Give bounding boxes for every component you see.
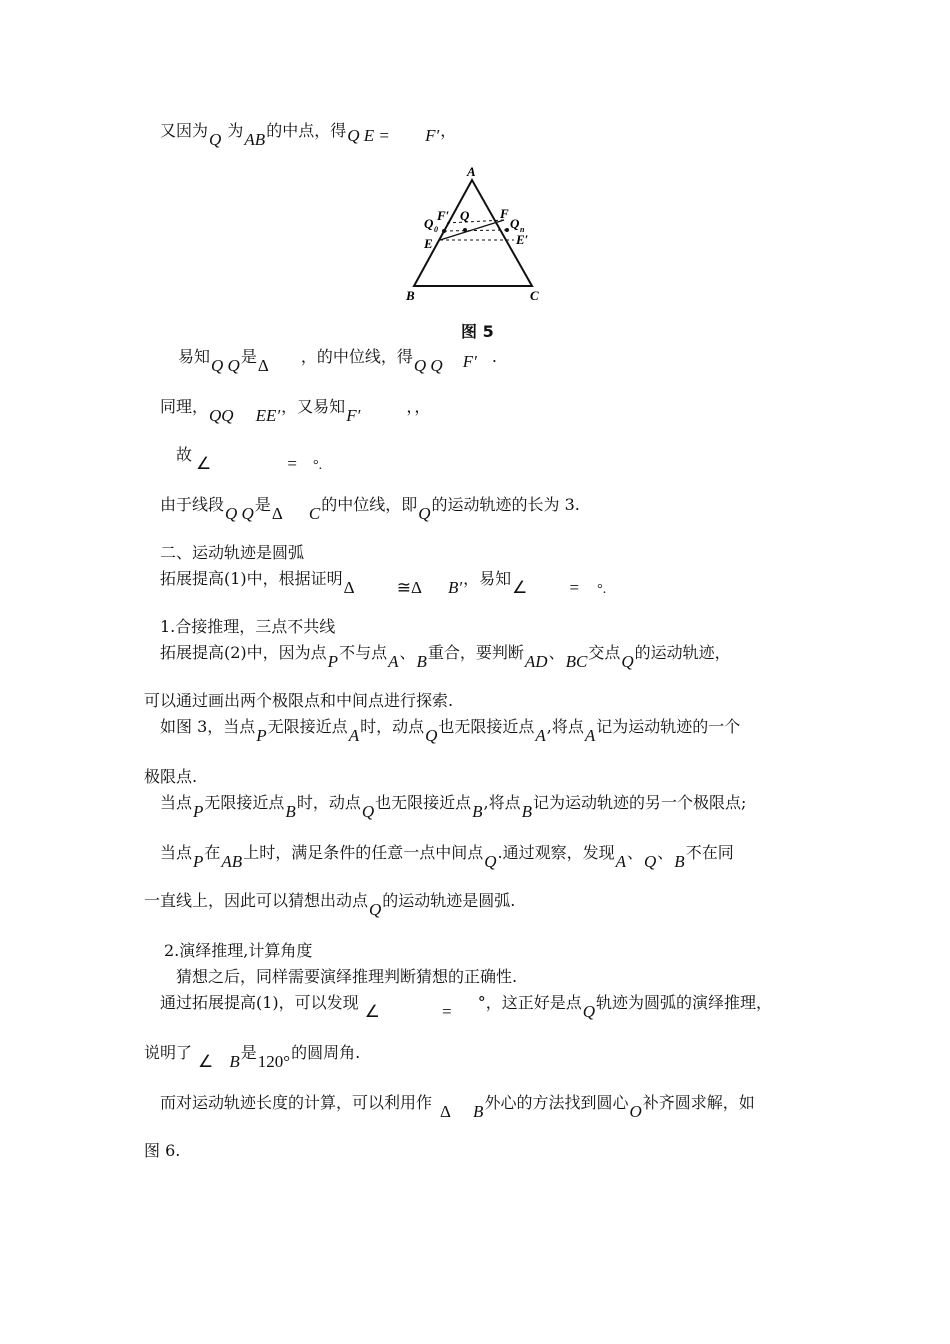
text: 无限接近点 bbox=[204, 793, 285, 812]
text: 同理， bbox=[160, 397, 209, 416]
math-var: Q bbox=[644, 852, 657, 871]
text: ，又易知 bbox=[281, 397, 346, 416]
math-var: B bbox=[285, 802, 296, 821]
text: 可以通过画出两个极限点和中间点进行探索. bbox=[144, 691, 454, 710]
point-q bbox=[463, 228, 467, 232]
math-var: Q bbox=[425, 726, 438, 745]
math-symbol: = bbox=[287, 454, 297, 473]
text: 又因为 bbox=[160, 121, 209, 140]
math-expr: EE′ bbox=[255, 406, 281, 425]
math-var: P bbox=[193, 852, 204, 871]
text: 不与点 bbox=[339, 643, 388, 662]
math-var: A bbox=[388, 652, 399, 671]
text: 的运动轨迹的长为 3. bbox=[431, 495, 580, 514]
text: 重合，要判断 bbox=[427, 643, 524, 662]
math-var: Q bbox=[418, 504, 431, 523]
label-q0-sub: 0 bbox=[434, 225, 438, 234]
math-var: AB bbox=[244, 130, 266, 149]
math-expr: QQ bbox=[209, 406, 234, 425]
math-var: B bbox=[416, 652, 427, 671]
text: 是 bbox=[240, 1043, 257, 1062]
text-line-4 bbox=[176, 444, 323, 473]
text: ， bbox=[440, 121, 457, 140]
triangle-abc bbox=[414, 180, 532, 286]
math-var: Q bbox=[484, 852, 497, 871]
text: 拓展提高(2)中，因为点 bbox=[160, 643, 327, 662]
text: 拓展提高(1)中，根据证明 bbox=[160, 569, 343, 588]
math-expr: Q Q bbox=[225, 504, 254, 523]
text: 2.演绎推理,计算角度 bbox=[164, 941, 313, 960]
text: 记为运动轨迹的一个 bbox=[596, 717, 741, 736]
math-symbol: ≅Δ bbox=[396, 578, 422, 597]
text: . bbox=[491, 347, 497, 366]
math-var: F′ bbox=[462, 352, 477, 371]
math-var: AD bbox=[524, 652, 548, 671]
text-line-21 bbox=[144, 1140, 180, 1162]
text: 交点 bbox=[588, 643, 621, 662]
label-a: A bbox=[467, 164, 476, 179]
math-var: B bbox=[229, 1052, 240, 1071]
segment-qq bbox=[444, 230, 507, 231]
math-symbol: Δ bbox=[271, 504, 283, 523]
text-line-9 bbox=[160, 642, 731, 671]
subheading-1 bbox=[160, 616, 335, 638]
text: 的运动轨迹是圆弧. bbox=[382, 891, 516, 910]
math-expr: Q E = bbox=[347, 126, 395, 145]
text-line-13 bbox=[160, 792, 747, 821]
text: 一直线上，因此可以猜想出动点 bbox=[144, 891, 369, 910]
text: 当点 bbox=[160, 843, 193, 862]
text-line-12 bbox=[144, 766, 197, 788]
text-line-10 bbox=[144, 690, 453, 712]
math-var: A bbox=[348, 726, 360, 745]
text: 也无限接近点 bbox=[375, 793, 472, 812]
math-symbol: ∠ bbox=[198, 1052, 214, 1071]
text: 的中点，得 bbox=[266, 121, 347, 140]
text-line-17 bbox=[176, 966, 517, 988]
math-var: Q bbox=[582, 1002, 595, 1021]
text: 、 bbox=[399, 643, 416, 662]
point-q0 bbox=[442, 229, 446, 233]
label-qn: Q bbox=[510, 216, 520, 231]
math-var: A bbox=[535, 726, 546, 745]
math-symbol: ∠ bbox=[364, 1002, 380, 1021]
text: 时，动点 bbox=[296, 793, 361, 812]
text-line-11 bbox=[160, 716, 741, 745]
math-var: Q bbox=[361, 802, 375, 821]
text: ，的中位线，得 bbox=[300, 347, 413, 366]
text: 的中位线，即 bbox=[321, 495, 418, 514]
text: 记为运动轨迹的另一个极限点; bbox=[533, 793, 747, 812]
text: ，易知 bbox=[463, 569, 512, 588]
math-var: B bbox=[521, 802, 532, 821]
text: 由于线段 bbox=[160, 495, 225, 514]
math-value: 120° bbox=[257, 1052, 291, 1071]
math-symbol: Δ bbox=[257, 356, 269, 375]
text: .通过观察，发现 bbox=[497, 843, 615, 862]
figure-5-triangle bbox=[400, 160, 560, 310]
math-symbol: = bbox=[569, 578, 580, 597]
math-var: F′ bbox=[346, 406, 361, 425]
math-var: A bbox=[584, 726, 596, 745]
text: 故 bbox=[176, 445, 193, 464]
math-expr: Q Q bbox=[413, 356, 443, 375]
text-line-14 bbox=[160, 842, 734, 871]
label-c: C bbox=[530, 288, 539, 303]
text: 在 bbox=[204, 843, 221, 862]
text-line-7 bbox=[160, 568, 607, 597]
section-heading-2 bbox=[160, 542, 304, 564]
text: 的运动轨迹， bbox=[634, 643, 731, 662]
text: 是 bbox=[254, 495, 271, 514]
figure-caption: 图 5 bbox=[461, 322, 494, 341]
subheading-2 bbox=[164, 940, 312, 962]
text: 、 bbox=[657, 843, 674, 862]
text: 极限点. bbox=[144, 767, 198, 786]
text-line-19 bbox=[144, 1042, 361, 1071]
math-var: B′ bbox=[447, 578, 463, 597]
text: 说明了 bbox=[144, 1043, 193, 1062]
text: 易知 bbox=[178, 347, 211, 366]
math-var: O bbox=[629, 1102, 642, 1121]
text-line-15 bbox=[144, 890, 516, 919]
math-var: Q bbox=[209, 130, 222, 149]
text: ，， bbox=[406, 397, 431, 416]
label-b: B bbox=[406, 288, 415, 303]
math-var: B bbox=[472, 802, 483, 821]
text: 而对运动轨迹长度的计算，可以利用作 bbox=[160, 1093, 433, 1112]
text: 当点 bbox=[160, 793, 193, 812]
text: 补齐圆求解，如 bbox=[642, 1093, 755, 1112]
label-e-prime: E′ bbox=[516, 232, 529, 247]
text-line-1 bbox=[160, 120, 457, 149]
text: 1.合接推理，三点不共线 bbox=[160, 617, 336, 636]
math-symbol: Δ bbox=[343, 578, 355, 597]
text: 也无限接近点 bbox=[438, 717, 535, 736]
text: 时，动点 bbox=[360, 717, 425, 736]
text: 二、运动轨迹是圆弧 bbox=[160, 543, 305, 562]
math-var: B bbox=[674, 852, 685, 871]
text-line-5 bbox=[160, 494, 580, 523]
math-var: BC bbox=[565, 652, 588, 671]
text-line-18 bbox=[160, 992, 773, 1021]
math-symbol: °. bbox=[597, 582, 607, 597]
math-var: F′ bbox=[425, 126, 440, 145]
math-symbol: ∠ bbox=[196, 454, 212, 473]
text: 不在同 bbox=[685, 843, 734, 862]
point-qn bbox=[505, 228, 509, 232]
math-expr: Q Q bbox=[211, 356, 240, 375]
text: ,将点 bbox=[483, 793, 521, 812]
text: 通过拓展提高(1)，可以发现 bbox=[160, 993, 359, 1012]
label-qn-sub: n bbox=[520, 225, 525, 234]
text: 上时，满足条件的任意一点中间点 bbox=[243, 843, 484, 862]
math-symbol: Δ bbox=[440, 1102, 451, 1121]
text: 外心的方法找到圆心 bbox=[484, 1093, 629, 1112]
math-var: P bbox=[193, 802, 204, 821]
text: °，这正好是点 bbox=[477, 993, 582, 1012]
math-symbol: ∠ bbox=[512, 578, 528, 597]
text: 猜想之后，同样需要演绎推理判断猜想的正确性. bbox=[176, 967, 518, 986]
math-var: P bbox=[327, 652, 339, 671]
text: 、 bbox=[626, 843, 643, 862]
math-var: Q bbox=[369, 900, 382, 919]
math-symbol: = bbox=[442, 1002, 452, 1021]
label-e: E bbox=[424, 236, 433, 251]
text: 轨迹为圆弧的演绎推理， bbox=[596, 993, 773, 1012]
text: 如图 3，当点 bbox=[160, 717, 256, 736]
text: 无限接近点 bbox=[267, 717, 348, 736]
math-var: C bbox=[308, 504, 321, 523]
math-var: AB bbox=[221, 852, 243, 871]
math-var: Q bbox=[621, 652, 634, 671]
text: 的圆周角. bbox=[291, 1043, 361, 1062]
text: 是 bbox=[240, 347, 257, 366]
label-q0: Q bbox=[424, 216, 434, 231]
text: 为 bbox=[227, 121, 244, 140]
text-line-2 bbox=[178, 346, 497, 375]
text: 、 bbox=[548, 643, 565, 662]
math-var: P bbox=[256, 726, 267, 745]
label-f: F bbox=[500, 206, 509, 221]
text: ,将点 bbox=[546, 717, 584, 736]
text: 图 6. bbox=[144, 1141, 181, 1160]
math-var: B bbox=[473, 1102, 484, 1121]
label-f-prime: F′ bbox=[437, 208, 450, 223]
math-symbol: °. bbox=[313, 458, 323, 473]
text-line-3 bbox=[160, 396, 431, 425]
text-line-20 bbox=[160, 1092, 755, 1121]
math-var: A bbox=[615, 852, 626, 871]
label-q: Q bbox=[460, 208, 470, 223]
